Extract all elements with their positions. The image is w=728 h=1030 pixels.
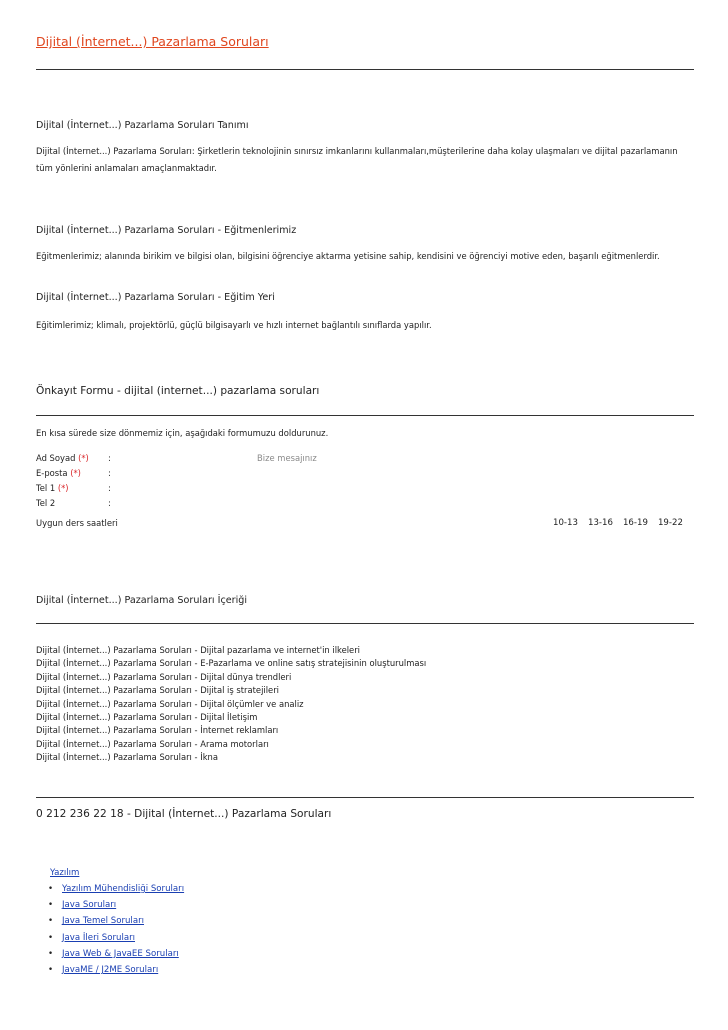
- list-item: Dijital (İnternet...) Pazarlama Soruları - İnternet reklamları: [36, 725, 279, 736]
- list-item: Dijital (İnternet...) Pazarlama Soruları - E-Pazarlama ve online satış stratejisinin oluşturulması: [36, 658, 427, 669]
- nav-item: [48, 913, 184, 929]
- divider: [36, 69, 694, 70]
- list-item: Dijital (İnternet...) Pazarlama Soruları - Dijital pazarlama ve internet'in ilkeleri: [36, 645, 360, 655]
- contact-phone: 0 212 236 22 18 - Dijital (İnternet...) Pazarlama Soruları: [36, 808, 332, 820]
- section-title-yer: Dijital (İnternet...) Pazarlama Soruları - Eğitim Yeri: [36, 292, 275, 303]
- bullet-icon: •: [48, 948, 54, 959]
- section-title-egitmen: Dijital (İnternet...) Pazarlama Soruları - Eğitmenlerimiz: [36, 225, 297, 236]
- list-item: Dijital (İnternet...) Pazarlama Soruları - Dijital iş stratejileri: [36, 685, 279, 696]
- nav-list: [48, 881, 184, 978]
- bullet-icon: •: [48, 900, 54, 911]
- field-colon: :: [108, 468, 111, 478]
- field-colon: :: [108, 498, 111, 508]
- nav-heading-yazilim[interactable]: Yazılım: [50, 868, 80, 878]
- section-text-egitmen: Eğitmenlerimiz; alanında birikim ve bilgisi olan, bilgisini öğrenciye aktarma yetisine sahip, kendisini ve öğrenciyi motive eden, başarılı eğitmenlerdir.: [36, 251, 660, 261]
- list-item: Dijital (İnternet...) Pazarlama Soruları - Dijital dünya trendleri: [36, 671, 292, 682]
- bullet-icon: •: [48, 884, 54, 894]
- bullet-icon: •: [48, 932, 54, 943]
- section-text-yer: Eğitimlerimiz; klimalı, projektörlü, güçlü bilgisayarlı ve hızlı internet bağlantılı sınıflarda yapılır.: [36, 320, 432, 330]
- field-colon: :: [108, 453, 111, 463]
- list-item: Dijital (İnternet...) Pazarlama Soruları - Arama motorları: [36, 738, 269, 749]
- content-title: Dijital (İnternet...) Pazarlama Soruları İçeriği: [36, 595, 247, 606]
- list-item: Dijital (İnternet...) Pazarlama Soruları - İkna: [36, 752, 218, 763]
- nav-link[interactable]: Java Web & JavaEE Soruları: [62, 948, 179, 959]
- list-item: Dijital (İnternet...) Pazarlama Soruları - Dijital İletişim: [36, 712, 258, 723]
- nav-link[interactable]: Java Temel Soruları: [62, 916, 145, 927]
- nav-link[interactable]: Java İleri Soruları: [62, 932, 136, 943]
- list-item: Dijital (İnternet...) Pazarlama Soruları - Dijital ölçümler ve analiz: [36, 698, 304, 709]
- message-textarea[interactable]: Bize mesajınız: [257, 453, 317, 463]
- divider: [36, 623, 694, 624]
- nav-item: [48, 946, 184, 962]
- field-label: E-posta: [36, 468, 68, 478]
- hour-option[interactable]: 13-16: [587, 518, 613, 528]
- section-title-tanim: Dijital (İnternet...) Pazarlama Soruları Tanımı: [36, 120, 249, 131]
- nav-link[interactable]: Java Soruları: [62, 900, 117, 911]
- hours-label: Uygun ders saatleri: [36, 518, 118, 528]
- bullet-icon: •: [48, 965, 54, 976]
- field-label: Ad Soyad: [36, 453, 76, 463]
- hour-option[interactable]: 19-22: [657, 518, 683, 528]
- nav-item: [48, 897, 184, 913]
- section-text-tanim: Dijital (İnternet...) Pazarlama Soruları: Şirketlerin teknolojinin sınırsız imkanlarını kullanmaları,müşterilerine daha kolay ulaşmaları ve dijital pazarlamanın tüm yönlerini anlamaları amaçlanmaktadır.: [36, 146, 678, 173]
- hours-options: [553, 518, 683, 528]
- nav-link[interactable]: Yazılım Mühendisliği Soruları: [62, 884, 185, 894]
- form-intro: En kısa sürede size dönmemiz için, aşağıdaki formumuzu doldurunuz.: [36, 428, 329, 438]
- hour-option[interactable]: 16-19: [622, 518, 648, 528]
- field-label: Tel 1: [36, 483, 56, 493]
- nav-item: [48, 881, 184, 897]
- divider: [36, 797, 694, 798]
- required-mark: (*): [78, 453, 89, 463]
- field-colon: :: [108, 483, 111, 493]
- content-list: [36, 644, 426, 765]
- hour-option[interactable]: 10-13: [553, 518, 578, 528]
- nav-item: [48, 962, 184, 978]
- field-label: Tel 2: [36, 498, 56, 508]
- page-title-link[interactable]: Dijital (İnternet...) Pazarlama Soruları: [36, 34, 269, 49]
- required-mark: (*): [70, 468, 81, 478]
- required-mark: (*): [57, 483, 69, 493]
- divider: [36, 415, 694, 416]
- form-title: Önkayıt Formu - dijital (internet...) pazarlama soruları: [36, 385, 320, 397]
- nav-item: [48, 930, 184, 946]
- bullet-icon: •: [48, 916, 54, 927]
- nav-link[interactable]: JavaME / J2ME Soruları: [62, 965, 159, 976]
